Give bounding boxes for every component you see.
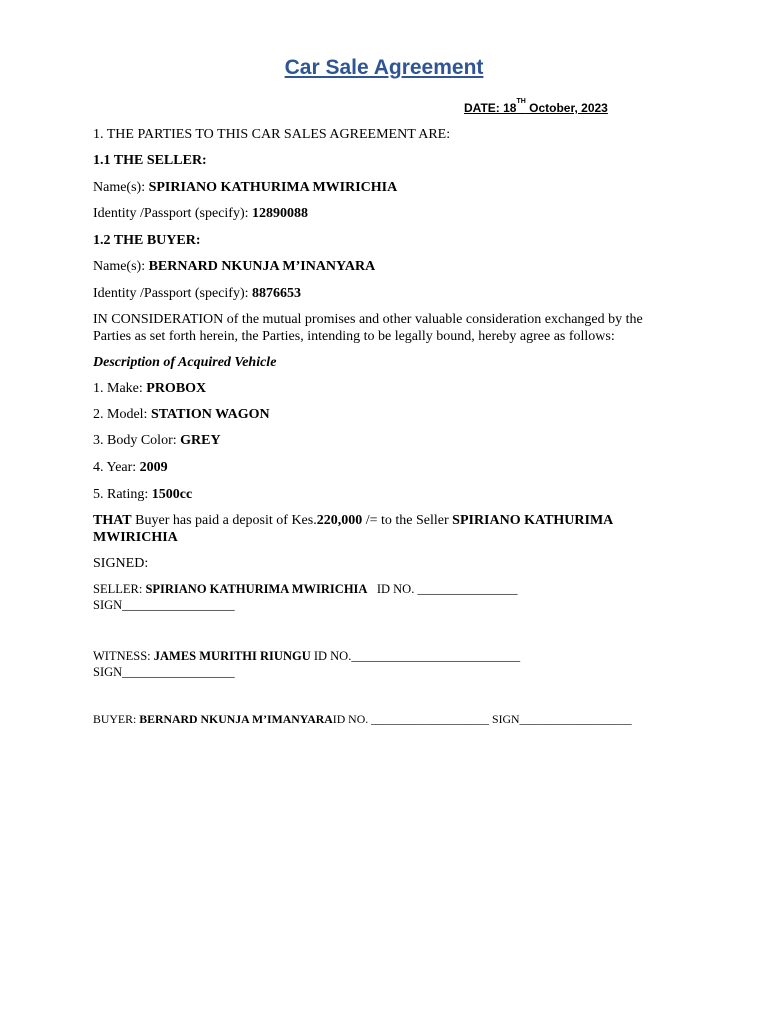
buyer-sig-name: BERNARD NKUNJA M’IMANYARA: [139, 712, 333, 726]
buyer-name: BERNARD NKUNJA M’INANYARA: [148, 259, 376, 274]
buyer-name-line: [93, 258, 375, 275]
witness-sig-label: WITNESS:: [93, 649, 154, 663]
buyer-signature-line: [93, 711, 632, 728]
witness-id-blank: ID NO.___________________________: [310, 649, 521, 663]
rating-value: 1500cc: [151, 487, 193, 502]
vehicle-year-line: [93, 459, 168, 476]
date-superscript: TH: [516, 98, 526, 105]
witness-sig-name: JAMES MURITHI RIUNGU: [153, 649, 311, 663]
seller-id-blank: ID NO. ________________: [367, 582, 518, 596]
seller-sign-blank: SIGN__________________: [93, 598, 235, 612]
signed-label: SIGNED:: [93, 556, 149, 571]
model-value: STATION WAGON: [150, 407, 270, 422]
seller-id-label: Identity /Passport (specify):: [93, 206, 253, 221]
color-value: GREY: [180, 433, 221, 448]
buyer-heading: [93, 232, 200, 249]
year-value: 2009: [139, 460, 168, 475]
vehicle-rating-line: [93, 486, 192, 503]
document-title: Car Sale Agreement: [284, 56, 484, 79]
seller-signature-line: [93, 581, 517, 598]
agreement-date: [464, 98, 608, 115]
year-label: 4. Year:: [93, 460, 140, 475]
deposit-text-1: Buyer has paid a deposit of Kes.: [131, 513, 317, 528]
seller-heading-text: 1.1 THE SELLER:: [93, 153, 207, 168]
seller-heading: [93, 152, 207, 169]
seller-id-line: [93, 205, 308, 222]
seller-id: 12890088: [252, 206, 309, 221]
rating-label: 5. Rating:: [93, 487, 152, 502]
date-prefix: DATE: 18: [464, 101, 517, 115]
vehicle-heading-text: Description of Acquired Vehicle: [93, 355, 277, 370]
make-label: 1. Make:: [93, 381, 147, 396]
color-label: 3. Body Color:: [93, 433, 181, 448]
buyer-heading-text: 1.2 THE BUYER:: [93, 233, 201, 248]
deposit-amount: 220,000: [316, 513, 363, 528]
witness-signature-line: [93, 648, 520, 665]
date-suffix: October, 2023: [525, 101, 608, 115]
seller-name: SPIRIANO KATHURIMA MWIRICHIA: [148, 180, 398, 195]
witness-sign-blank: SIGN__________________: [93, 665, 235, 679]
vehicle-model-line: [93, 406, 270, 423]
buyer-id-label: Identity /Passport (specify):: [93, 286, 253, 301]
make-value: PROBOX: [146, 381, 207, 396]
model-label: 2. Model:: [93, 407, 151, 422]
buyer-id: 8876653: [252, 286, 302, 301]
buyer-name-label: Name(s):: [93, 259, 149, 274]
deposit-text-2: /= to the Seller: [362, 513, 453, 528]
vehicle-color-line: [93, 432, 221, 449]
deposit-that: THAT: [93, 513, 132, 528]
seller-name-label: Name(s):: [93, 180, 149, 195]
buyer-sig-label: BUYER:: [93, 712, 140, 726]
buyer-id-line: [93, 285, 301, 302]
deposit-paragraph: [93, 512, 633, 546]
vehicle-heading: [93, 354, 276, 371]
deposit-seller-name: SPIRIANO KATHURIMA MWIRICHIA: [93, 513, 613, 545]
seller-sig-label: SELLER:: [93, 582, 146, 596]
seller-sig-name: SPIRIANO KATHURIMA MWIRICHIA: [145, 582, 368, 596]
parties-heading: 1. THE PARTIES TO THIS CAR SALES AGREEMENT ARE:: [93, 127, 451, 142]
buyer-id-sign-blanks: ID NO. ____________________ SIGN___________________: [332, 712, 632, 726]
vehicle-make-line: [93, 380, 206, 397]
consideration-paragraph: IN CONSIDERATION of the mutual promises and other valuable consideration exchanged by the Parties as set forth herein, the Parties, intending to be legally bound, hereby agree as follows:: [93, 312, 643, 344]
seller-name-line: [93, 179, 397, 196]
